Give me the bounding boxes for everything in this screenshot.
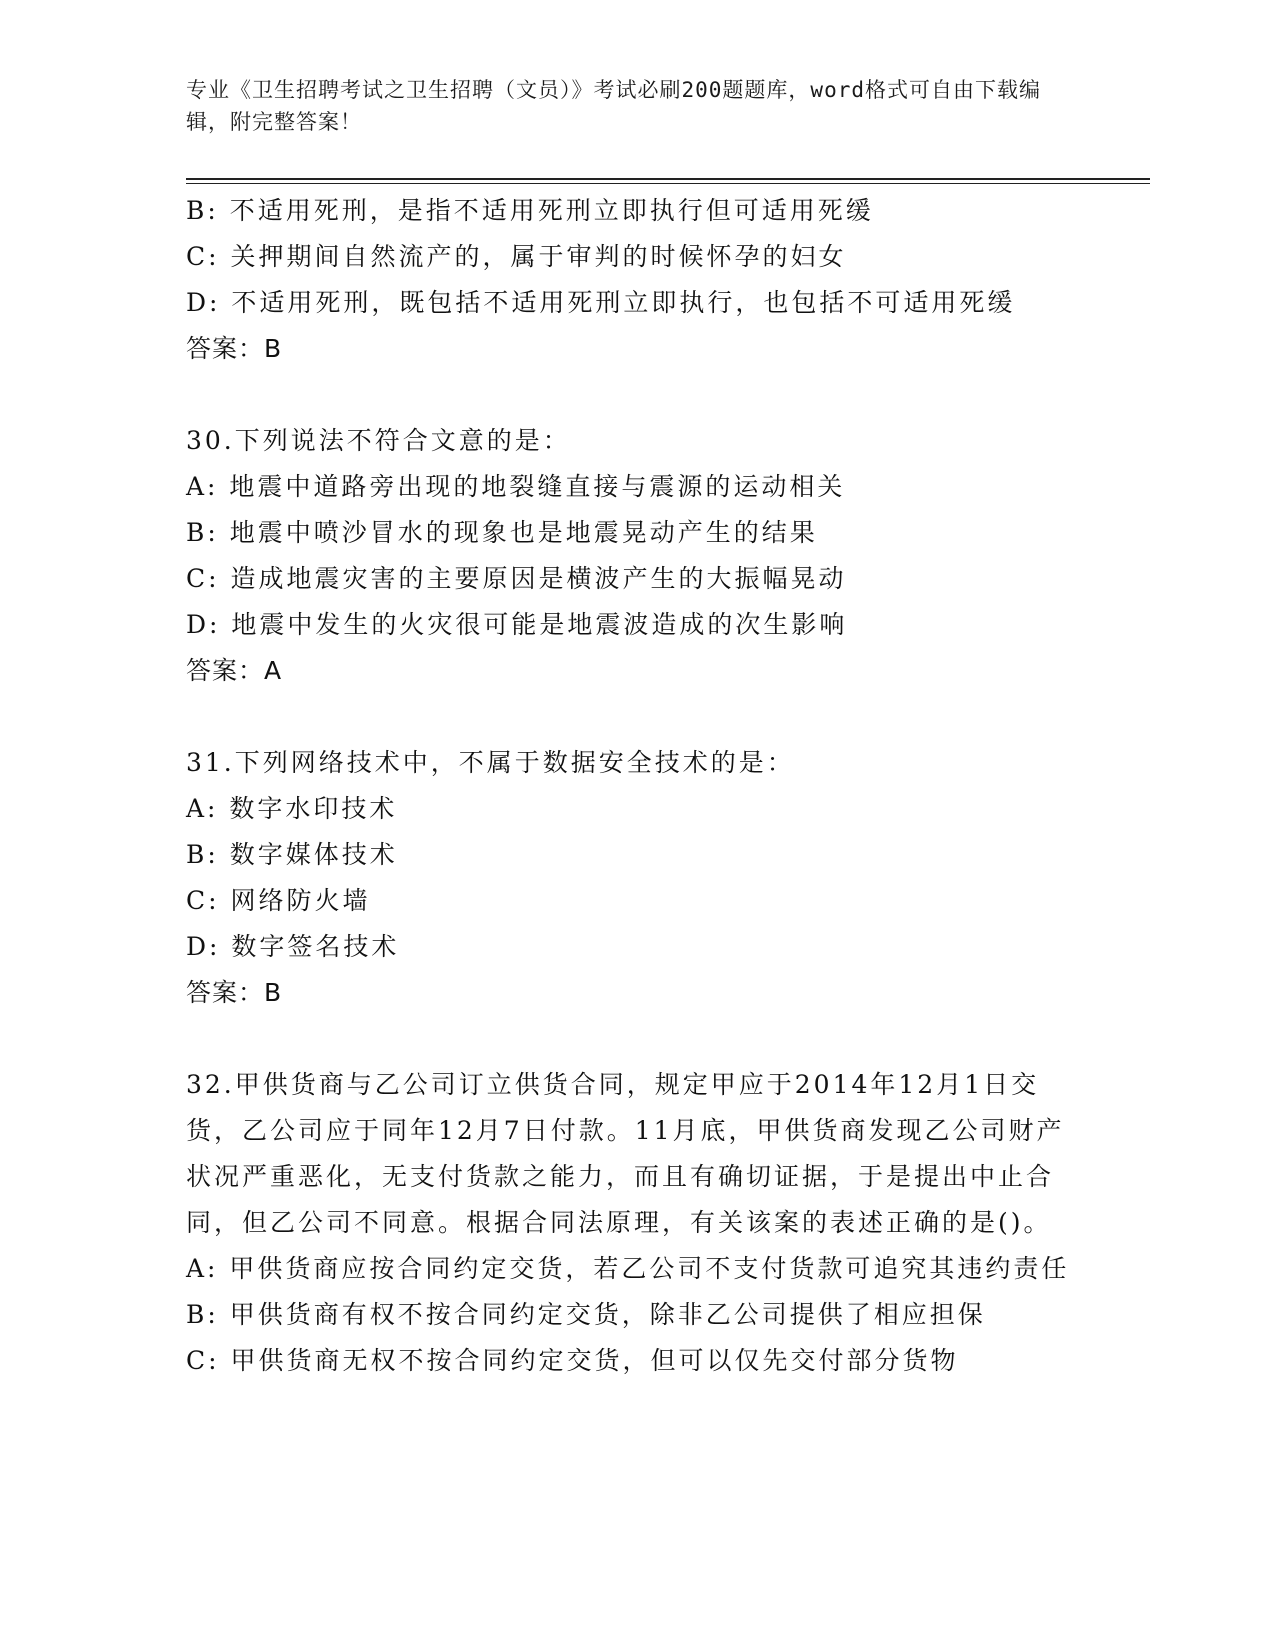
- spacer: [186, 372, 1076, 418]
- option-d: D: 数字签名技术: [186, 932, 400, 961]
- answer-line: 答案：A: [186, 656, 283, 685]
- option-d: D: 地震中发生的火灾很可能是地震波造成的次生影响: [186, 610, 848, 639]
- option-c: C: 网络防火墙: [186, 886, 371, 915]
- question-block-32: [186, 1062, 1076, 1384]
- page-header: 专业《卫生招聘考试之卫生招聘（文员）》考试必刷200题题库，word格式可自由下载编辑，附完整答案！: [186, 78, 1041, 134]
- option-c: C: 甲供货商无权不按合同约定交货，但可以仅先交付部分货物: [186, 1346, 959, 1375]
- question-stem: 32.甲供货商与乙公司订立供货合同，规定甲应于2014年12月1日交货，乙公司应于同年12月7日付款。11月底，甲供货商发现乙公司财产状况严重恶化，无支付货款之能力，而且有确切证据，于是提出中止合同，但乙公司不同意。根据合同法原理，有关该案的表述正确的是()。: [186, 1070, 1065, 1237]
- answer-line: 答案：B: [186, 334, 283, 363]
- option-c: C: 关押期间自然流产的，属于审判的时候怀孕的妇女: [186, 242, 847, 271]
- option-a: A: 甲供货商应按合同约定交货，若乙公司不支付货款可追究其违约责任: [186, 1254, 1070, 1283]
- question-block-29: [186, 188, 1076, 372]
- spacer: [186, 694, 1076, 740]
- option-b: B: 不适用死刑，是指不适用死刑立即执行但可适用死缓: [186, 196, 874, 225]
- header-divider: [186, 178, 1150, 184]
- option-b: B: 甲供货商有权不按合同约定交货，除非乙公司提供了相应担保: [186, 1300, 986, 1329]
- spacer: [186, 1016, 1076, 1062]
- option-b: B: 数字媒体技术: [186, 840, 398, 869]
- option-c: C: 造成地震灾害的主要原因是横波产生的大振幅晃动: [186, 564, 847, 593]
- answer-line: 答案：B: [186, 978, 283, 1007]
- question-block-31: [186, 740, 1076, 1016]
- document-body: [186, 188, 1076, 1384]
- option-a: A: 地震中道路旁出现的地裂缝直接与震源的运动相关: [186, 472, 846, 501]
- question-stem: 30.下列说法不符合文意的是：: [186, 426, 571, 455]
- option-b: B: 地震中喷沙冒水的现象也是地震晃动产生的结果: [186, 518, 818, 547]
- option-d: D: 不适用死刑，既包括不适用死刑立即执行，也包括不可适用死缓: [186, 288, 1016, 317]
- option-a: A: 数字水印技术: [186, 794, 398, 823]
- question-stem: 31.下列网络技术中，不属于数据安全技术的是：: [186, 748, 795, 777]
- question-block-30: [186, 418, 1076, 694]
